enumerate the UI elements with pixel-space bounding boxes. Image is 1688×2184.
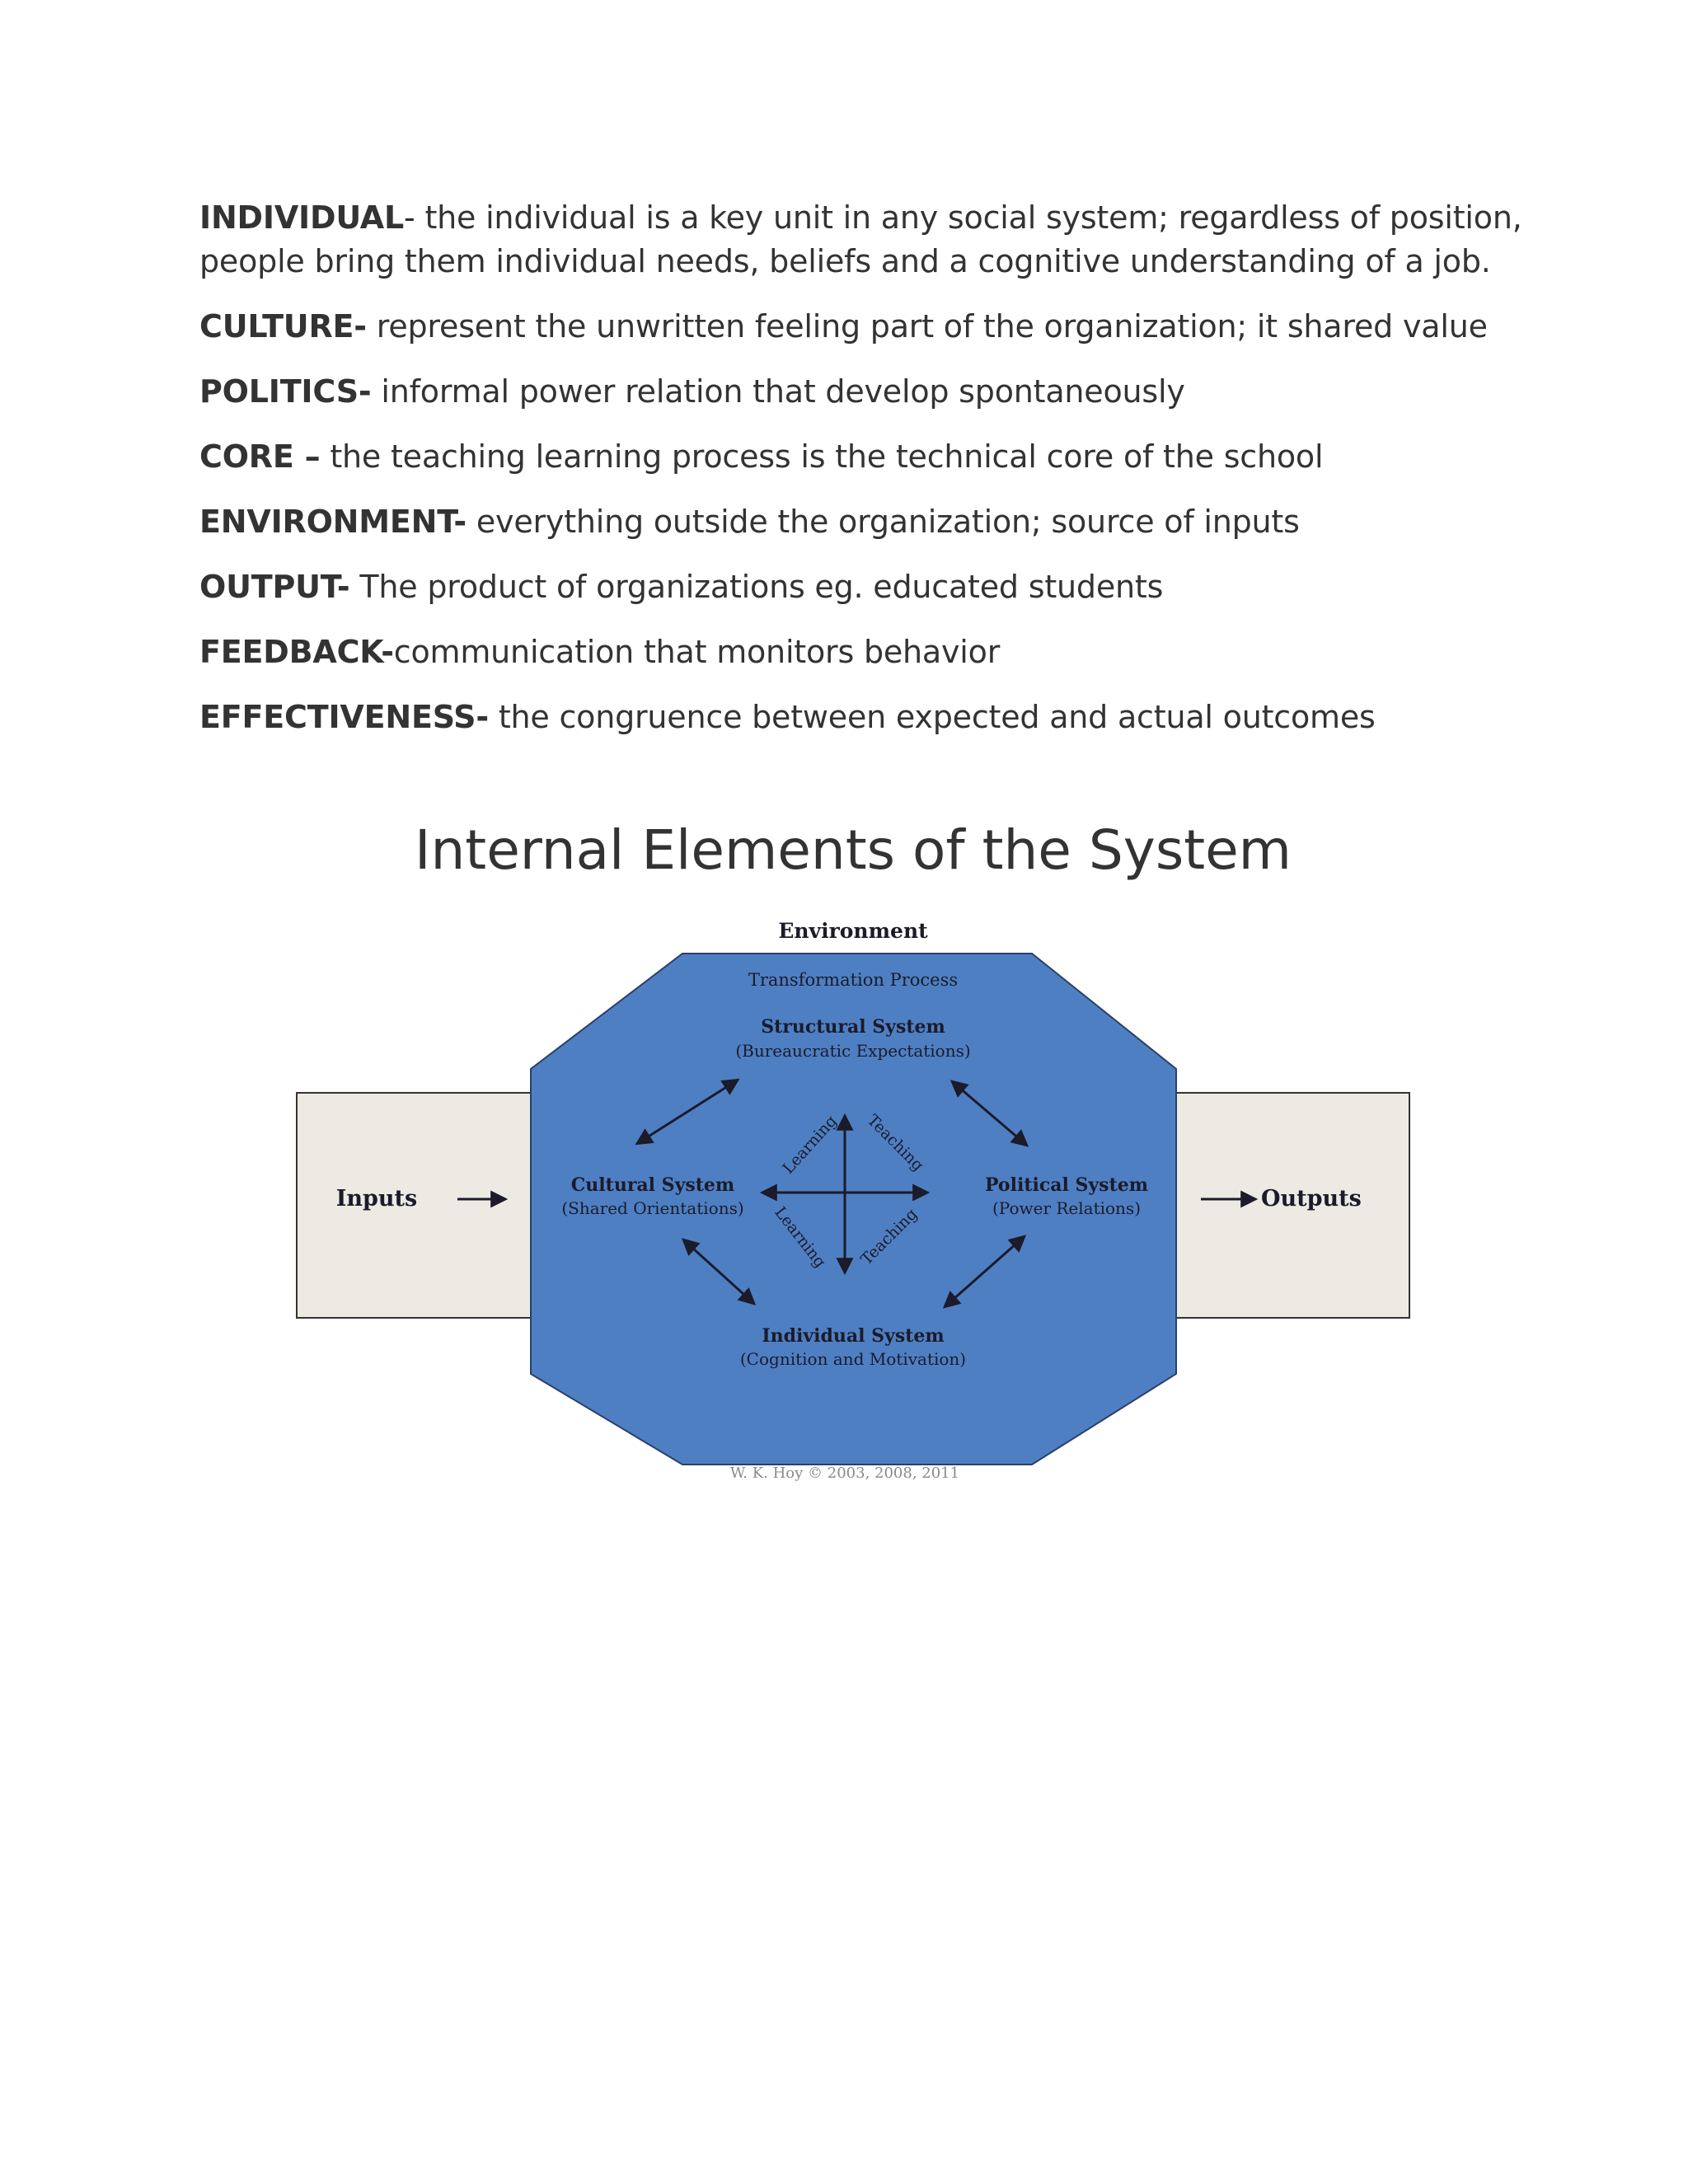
structural-system-label: Structural System	[761, 1016, 945, 1038]
definition-culture	[199, 305, 1551, 349]
teaching-label-bottom: Teaching	[857, 1205, 921, 1269]
cultural-system-label: Cultural System	[570, 1174, 735, 1196]
transformation-process-label: Transformation Process	[748, 970, 959, 990]
political-system-sub: (Power Relations)	[992, 1198, 1141, 1218]
definition-term: POLITICS-	[199, 373, 372, 410]
definition-politics	[199, 370, 1551, 414]
copyright-credit: W. K. Hoy © 2003, 2008, 2011	[729, 1465, 960, 1482]
structural-system-sub: (Bureaucratic Expectations)	[735, 1041, 971, 1061]
definition-text: communication that monitors behavior	[393, 634, 1001, 670]
definition-text: the teaching learning process is the technical core of the school	[330, 438, 1324, 475]
definition-feedback	[199, 630, 1551, 674]
definition-text: everything outside the organization; source of inputs	[476, 504, 1300, 540]
definition-text: the congruence between expected and actual outcomes	[498, 699, 1376, 735]
individual-system-label: Individual System	[762, 1325, 945, 1347]
teaching-label-top: Teaching	[863, 1111, 927, 1175]
political-system-label: Political System	[984, 1174, 1149, 1196]
definition-term: INDIVIDUAL	[199, 199, 405, 236]
definition-text: informal power relation that develop spontaneously	[381, 373, 1185, 410]
inputs-label: Inputs	[335, 1186, 418, 1212]
definition-text: the individual is a key unit in any social system; regardless of position, people bring them individual needs, beliefs and a cognitive understanding of a job.	[199, 199, 1522, 279]
definition-text: represent the unwritten feeling part of the organization; it shared value	[376, 308, 1488, 344]
definition-separator	[467, 504, 476, 540]
cultural-system-sub: (Shared Orientations)	[561, 1198, 744, 1218]
definition-separator: -	[404, 199, 425, 236]
definition-separator	[367, 308, 377, 344]
definition-term: CORE –	[199, 438, 321, 475]
figure-title: Internal Elements of the System	[415, 818, 1292, 882]
definition-term: OUTPUT-	[199, 569, 350, 605]
definition-output	[199, 565, 1551, 609]
definition-effectiveness	[199, 696, 1551, 739]
definition-term: CULTURE-	[199, 308, 367, 344]
definition-term: ENVIRONMENT-	[199, 504, 467, 540]
definition-separator	[372, 373, 382, 410]
system-diagram	[288, 812, 1418, 1504]
definition-separator	[489, 699, 499, 735]
system-diagram-figure	[288, 812, 1418, 1504]
individual-system-sub: (Cognition and Motivation)	[739, 1349, 967, 1369]
definition-separator	[350, 569, 360, 605]
definition-core	[199, 435, 1551, 479]
definition-term: FEEDBACK-	[199, 634, 394, 670]
outputs-label: Outputs	[1261, 1186, 1362, 1212]
definitions-list	[199, 196, 1551, 761]
definition-environment	[199, 500, 1551, 544]
learning-label-bottom: Learning	[771, 1203, 830, 1272]
definition-individual	[199, 196, 1551, 284]
definition-term: EFFECTIVENESS-	[199, 699, 489, 735]
definition-text: The product of organizations eg. educated students	[359, 569, 1164, 605]
definition-separator	[320, 438, 330, 475]
learning-label-top: Learning	[779, 1112, 841, 1178]
environment-label: Environment	[778, 919, 928, 943]
